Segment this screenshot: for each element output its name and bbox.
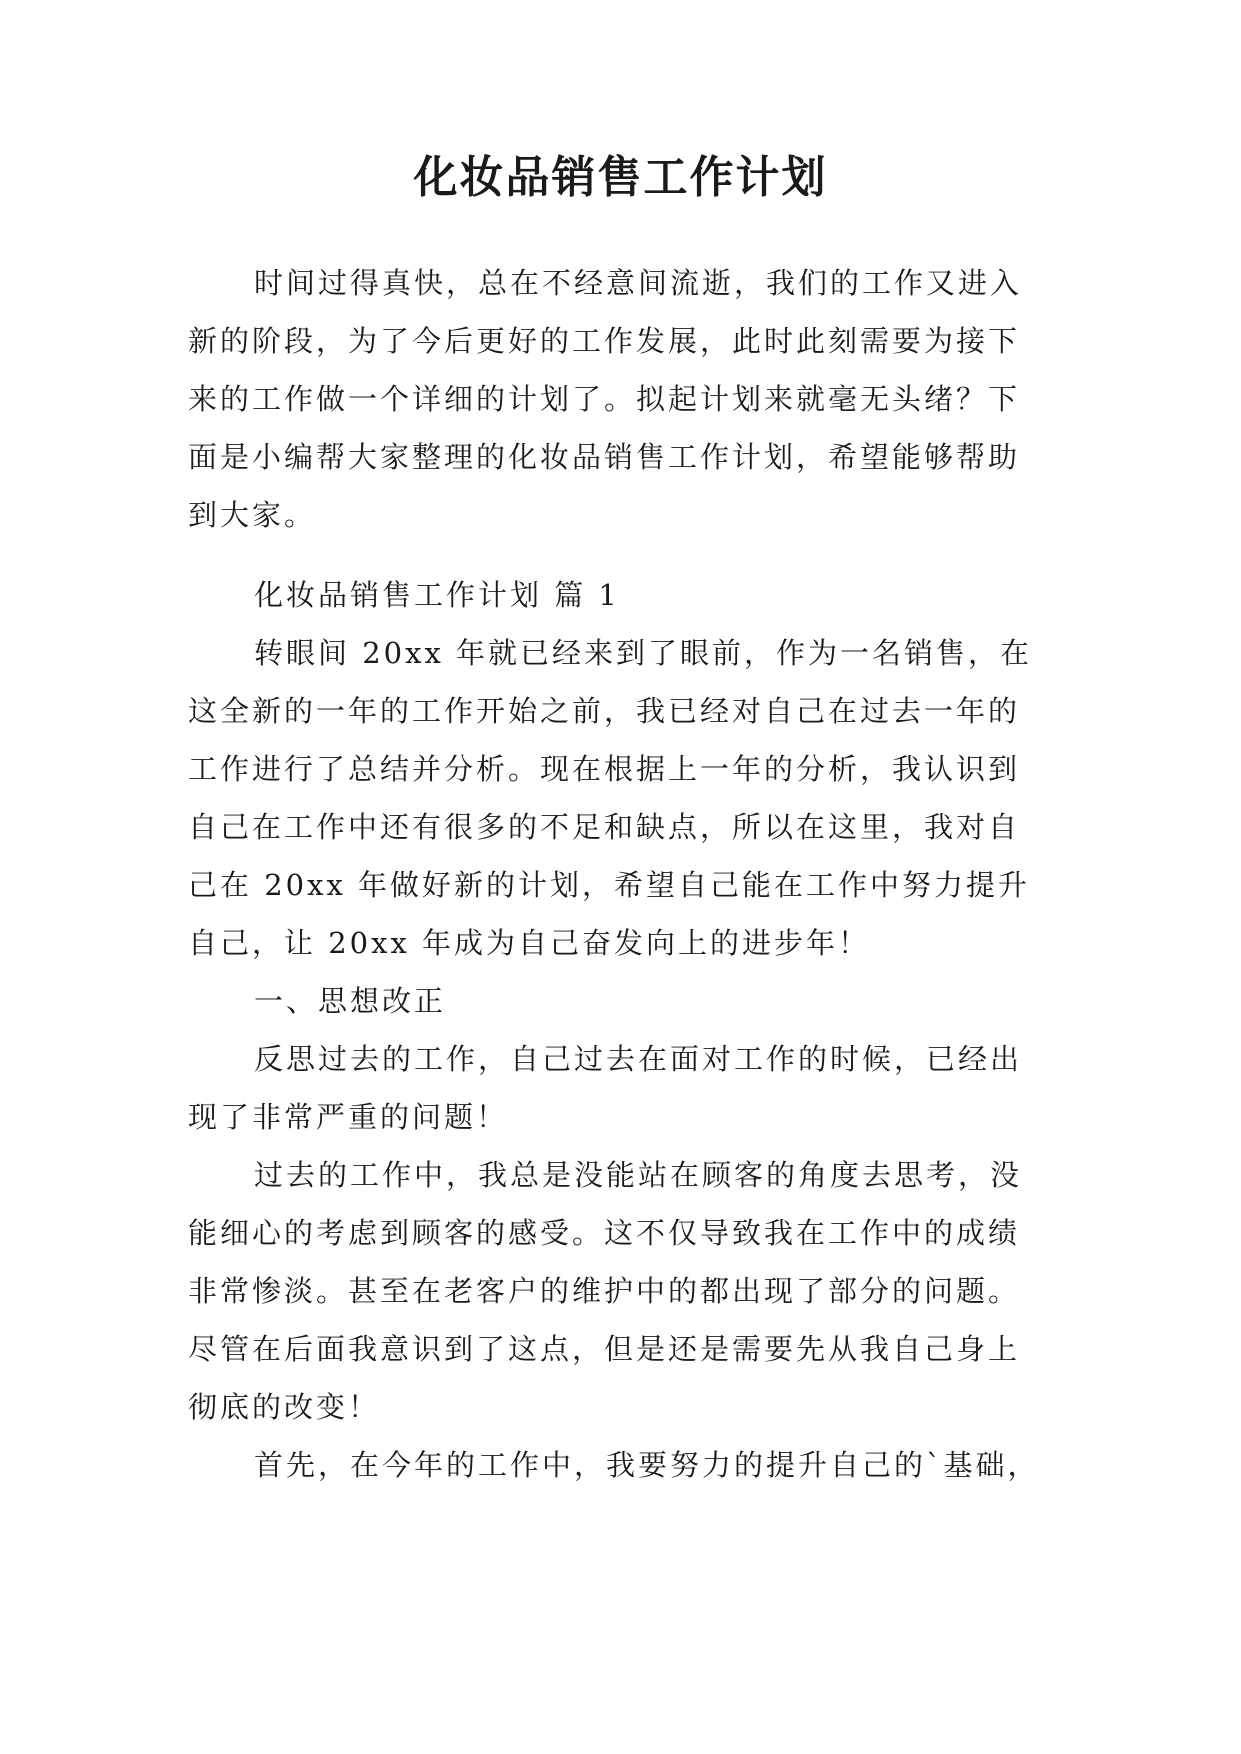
paragraph-line: 工作进行了总结并分析。现在根据上一年的分析，我认识到 [188,752,1021,786]
intro-line: 时间过得真快，总在不经意间流逝，我们的工作又进入 [254,266,1023,300]
intro-paragraph [188,254,1048,544]
paragraph-line: 能细心的考虑到顾客的感受。这不仅导致我在工作中的成绩 [188,1216,1021,1250]
paragraph-line: 现了非常严重的问题！ [188,1100,509,1134]
intro-line: 面是小编帮大家整理的化妆品销售工作计划，希望能够帮助 [188,440,1021,474]
paragraph-line: 转眼间 20xx 年就已经来到了眼前，作为一名销售，在 [254,636,1033,670]
subheading: 一、思想改正 [254,984,447,1018]
intro-line: 到大家。 [188,498,317,532]
document-title: 化妆品销售工作计划 [413,152,828,203]
paragraph-line: 反思过去的工作，自己过去在面对工作的时候，已经出 [254,1042,1023,1076]
paragraph-line: 彻底的改变！ [188,1390,381,1424]
section-body [188,566,1048,1494]
paragraph-line: 首先，在今年的工作中，我要努力的提升自己的`基础， [254,1448,1040,1482]
paragraph-line: 过去的工作中，我总是没能站在顾客的角度去思考，没 [254,1158,1023,1192]
paragraph-line: 己在 20xx 年做好新的计划，希望自己能在工作中努力提升 [188,868,1031,902]
paragraph-line: 尽管在后面我意识到了这点，但是还是需要先从我自己身上 [188,1332,1021,1366]
paragraph-line: 自己在工作中还有很多的不足和缺点，所以在这里，我对自 [188,810,1021,844]
section-heading: 化妆品销售工作计划 篇 1 [254,578,620,612]
intro-line: 来的工作做一个详细的计划了。拟起计划来就毫无头绪？下 [188,382,1021,416]
paragraph-line: 自己，让 20xx 年成为自己奋发向上的进步年！ [188,926,871,960]
paragraph-line: 非常惨淡。甚至在老客户的维护中的都出现了部分的问题。 [188,1274,1021,1308]
intro-line: 新的阶段，为了今后更好的工作发展，此时此刻需要为接下 [188,324,1021,358]
paragraph-line: 这全新的一年的工作开始之前，我已经对自己在过去一年的 [188,694,1021,728]
